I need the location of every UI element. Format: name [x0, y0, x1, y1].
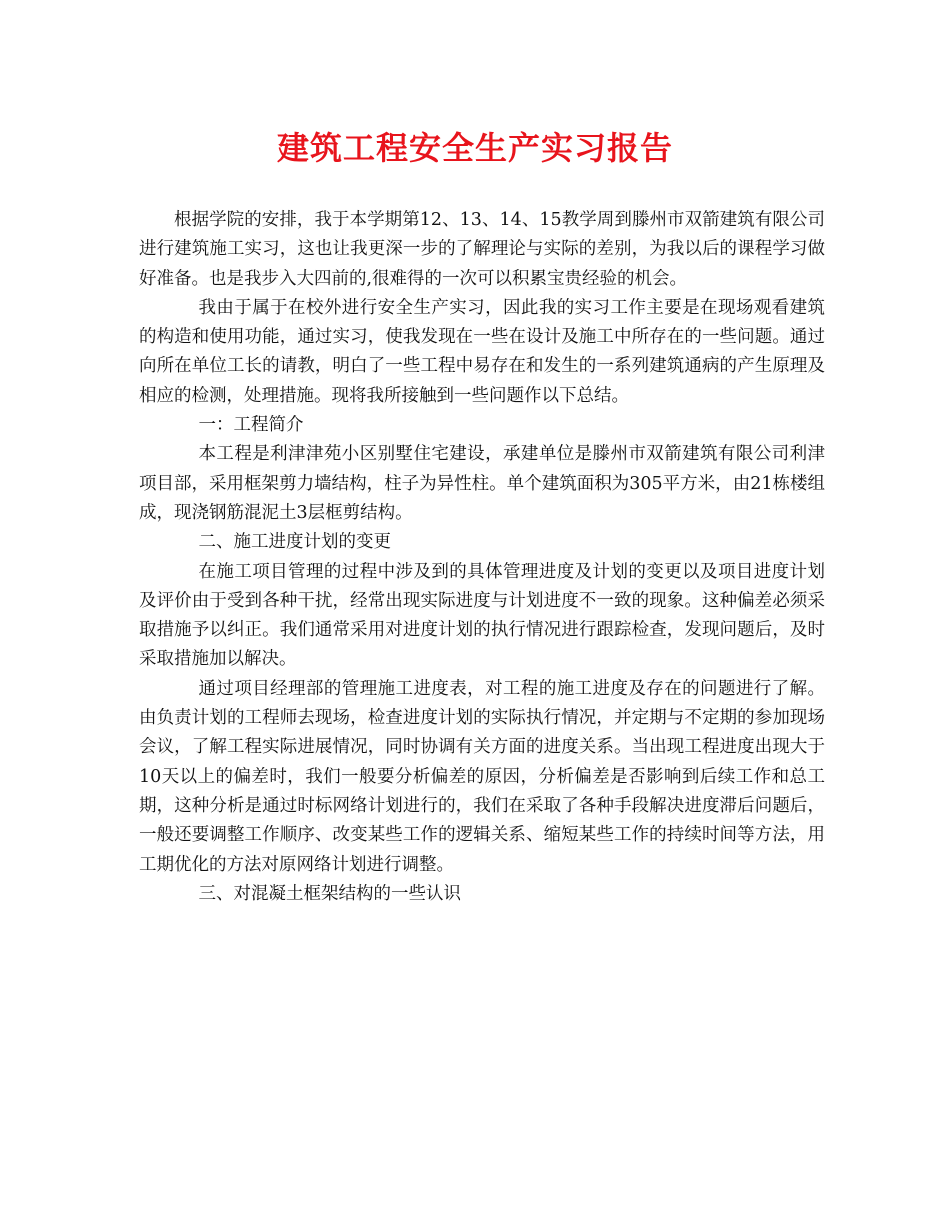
document-body	[139, 206, 825, 909]
section-heading-schedule-change: 二、施工进度计划的变更	[198, 532, 391, 553]
paragraph-internship-summary: 我由于属于在校外进行安全生产实习，因此我的实习工作主要是在现场观看建筑的构造和使用功能，通过实习，使我发现在一些在设计及施工中所存在的一些问题。通过向所在单位工长的请教，明白了一些工程中易存在和发生的一系列建筑通病的产生原理及相应的检测，处理措施。现将我所接触到一些问题作以下总结。	[139, 297, 825, 406]
section-heading-concrete-frame: 三、对混凝土框架结构的一些认识	[198, 883, 461, 904]
paragraph-project-overview: 本工程是利津津苑小区别墅住宅建设，承建单位是滕州市双箭建筑有限公司利津项目部，采用框架剪力墙结构，柱子为异性柱。单个建筑面积为305平方米，由21栋楼组成，现浇钢筋混泥土3层框剪结构。	[139, 444, 825, 523]
paragraph-schedule-tracking: 通过项目经理部的管理施工进度表，对工程的施工进度及存在的问题进行了解。由负责计划的工程师去现场，检查进度计划的实际执行情况，并定期与不定期的参加现场会议，了解工程实际进展情况，同时协调有关方面的进度关系。当出现工程进度出现大于10天以上的偏差时，我们一般要分析偏差的原因，分析偏差是否影响到后续工作和总工期，这种分析是通过时标网络计划进行的，我们在采取了各种手段解决进度滞后问题后，一般还要调整工作顺序、改变某些工作的逻辑关系、缩短某些工作的持续时间等方法，用工期优化的方法对原网络计划进行调整。	[139, 678, 825, 875]
paragraph-schedule-change: 在施工项目管理的过程中涉及到的具体管理进度及计划的变更以及项目进度计划及评价由于受到各种干扰，经常出现实际进度与计划进度不一致的现象。这种偏差必须采取措施予以纠正。我们通常采用对进度计划的执行情况进行跟踪检查，发现问题后，及时采取措施加以解决。	[139, 561, 825, 670]
section-heading-project-overview: 一：工程简介	[198, 415, 304, 436]
paragraph-intro: 根据学院的安排，我于本学期第12、13、14、15教学周到滕州市双箭建筑有限公司进行建筑施工实习，这也让我更深一步的了解理论与实际的差别，为我以后的课程学习做好准备。也是我步入大四前的,很难得的一次可以积累宝贵经验的机会。	[139, 210, 825, 289]
document-title: 建筑工程安全生产实习报告	[276, 129, 673, 167]
